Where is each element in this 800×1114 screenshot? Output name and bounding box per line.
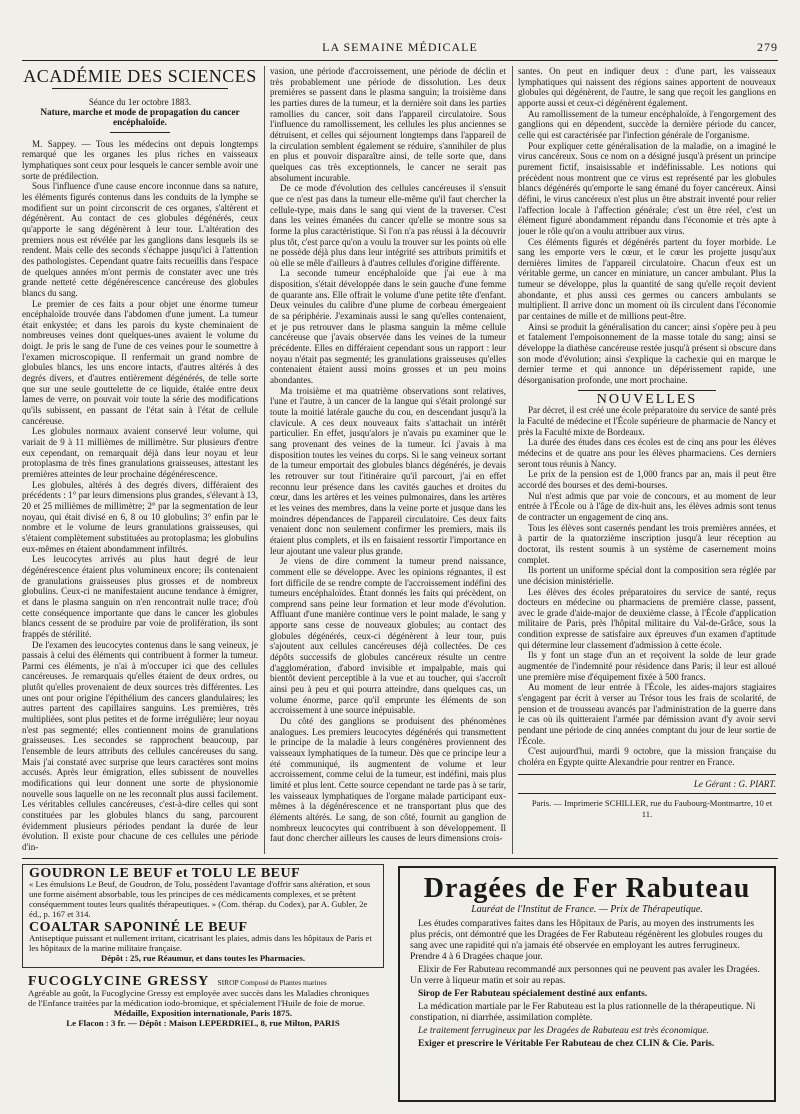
paragraph: Ces éléments figurés et dégénérés partent du foyer morbide. Le sang les emporte vers le cœur, et le cœur les projette jusqu'aux dernières limites de l'appareil circulatoire. Chacun d'eux est un véritable germe, un cancer en miniature, un cancer ambulant. Plus la tumeur se développe, plus la quantité de sang qu'elle reçoit devient abondante, et plus aussi ces germes ou cancers ambulants se multiplient. Il arrive donc un moment où ils circulent dans l'économie par centaines de mille et de millions peut-être. (518, 236, 776, 322)
fuco-text: Agréable au goût, la Fucoglycine Gressy est employée avec succès dans les Maladies chroniques de l'Enfance traitées par la médication iodo-bromique, et spécialement l'Huile de foie de morue. (28, 988, 370, 1008)
title-divider (110, 132, 170, 133)
news-item: Ils y font un stage d'un an et reçoivent la solde de leur grade augmentée de l'indemnité pour résidence dans Paris; il leur est alloué une première mise d'équipement fixée à 500 francs. (518, 650, 776, 682)
paragraph: Les globules, altérés à des degrés divers, différaient des précédents : 1° par leurs dimensions plus grandes, s'élevant à 13, 20 et 25 millièmes de millimètre; 2° par la segmentation de leur noyau, qui était divisé en 6, 8 ou 10 globulins; 3° enfin par le nombre et le volume de leurs granulations graisseuses, qui s'étaient complètement substituées au protoplasma; les globulins eux-mêmes en étaient abondamment infiltrés. (22, 479, 258, 554)
paragraph: Du côté des ganglions se produisent des phénomènes analogues. Les premiers leucocytes dégénérés qui transmettent le principe de la maladie à leurs congénères proviennent des vaisseaux lymphatiques de la tumeur. Dès que ce principe leur a été communiqué, ils augmentent de volume et leur accroissement, comme celui de la tumeur, est indéfini, mais plus limité et plus lent. Cette source cependant ne tarde pas à se tarir, les vaisseaux lymphatiques de l'organe malade participant eux-mêmes à la dégénérescence et ne transportant plus que des éléments altérés. Le sang, de son côté, fournit au ganglion de nombreux leucocytes qui contribuent à son développement. Il faut donc chercher ailleurs les causes de leurs dimensions crois- (270, 716, 506, 844)
header-rule (22, 60, 778, 61)
column-1 (22, 66, 258, 854)
news-item: Les élèves des écoles préparatoires du service de santé, reçus docteurs en médecine ou pharmaciens de première classe, passent, avec le grade d'aide-major de deuxième classe, à l'École d'application militaire de Paris, près l'hôpital militaire du Val-de-Grâce, sous la condition expresse de satisfaire aux épreuves d'un examen d'aptitude qui détermine leur classement d'admission à cette école. (518, 586, 776, 650)
printer-rule (518, 793, 776, 794)
paragraph: santes. On peut en indiquer deux : d'une part, les vaisseaux lymphatiques qui naissent des régions saines apportent de nouveaux globules qui dégénèrent, de l'autre, le sang que reçoit les ganglions en apporte aussi et ceux-ci dégénèrent également. (518, 66, 776, 108)
nouvelles-title: NOUVELLES (596, 391, 698, 407)
section-rule (52, 88, 228, 89)
rabuteau-paragraph: Elixir de Fer Rabuteau recommandé aux personnes qui ne peuvent pas avaler les Dragées. Un verre à liqueur matin et soir au repas. (410, 965, 760, 986)
column-3 (518, 66, 776, 854)
column-divider (512, 66, 513, 854)
news-item: Le prix de la pension est de 1,000 francs par an, mais il peut être accordé des bourses et des demi-bourses. (518, 469, 776, 490)
fucoglycine-ad (22, 974, 384, 1031)
news-item: Ils portent un uniforme spécial dont la composition sera réglée par une décision ministérielle. (518, 565, 776, 586)
news-item: La durée des études dans ces écoles est de cinq ans pour les élèves médecins et de quatre ans pour les élèves pharmaciens. Ces derniers seront tous réunis à Nancy. (518, 437, 776, 469)
ads-rule (22, 858, 778, 859)
gerant-rule (518, 774, 776, 775)
rabuteau-subtitle: Lauréat de l'Institut de France. — Prix de Thérapeutique. (471, 904, 703, 915)
goudron-ad (22, 864, 384, 968)
paragraph: De ce mode d'évolution des cellules cancéreuses il s'ensuit que ce n'est pas dans la tumeur elle-même qu'il faut chercher la cellule-type, mais dans le sang qui vient de la traverser. C'est dans les veines émanées du cancer qu'elle se montre sous sa forme la plus caractéristique. Si l'on n'a pas réussi à la découvrir plus tôt, c'est parce qu'on a voulu la trouver sur les points où elle ne possède déjà plus dans leur intégrité ses attributs primitifs et où elle se mêle d'ailleurs à d'autres cellules d'origine différente. (270, 183, 506, 268)
column-divider (264, 66, 265, 854)
paragraph: Les globules normaux avaient conservé leur volume, qui variait de 9 à 11 millièmes de millimètre. Sur plusieurs d'entre eux cependant, on remarquait déjà dans leur noyau et leur protoplasma de très fines granulations graisseuses, attestant les premières atteintes de leur prochaine dégénérescence. (22, 426, 258, 479)
column-2 (270, 66, 506, 854)
printer-line: Paris. — Imprimerie SCHILLER, rue du Faubourg-Montmartre, 10 et 11. (531, 798, 773, 819)
paragraph: Ainsi se produit la généralisation du cancer; ainsi s'opère peu à peu et fatalement l'empoisonnement de la masse totale du sang; ainsi se développe la diathèse cancéreuse restée jusqu'à présent si obscure dans son mode d'évolution; ainsi s'explique la cachexie qui en marque le dernier terme et qui annonce un dépérissement rapide, une désorganisation profonde, une mort prochaine. (518, 321, 776, 386)
paragraph: Le premier de ces faits a pour objet une énorme tumeur encéphaloïde trouvée dans l'abdomen d'une jument. La tumeur était enkystée; et dans les parois du kyste cheminaient de nombreuses veines dont quelques-unes avaient le volume du doigt. Je pris le sang de l'une de ces veines pour le soumettre à l'examen microscopique. Il renfermait un grand nombre de globules blancs, les uns encore intacts, d'autres altérés à des degrés divers, et d'autres entièrement dégénérés, de telle sorte que sur une seule gouttelette de ce liquide, étalée entre deux lames de verre, on pouvait voir toute la série des modifications qu'ils subissent, en passant de l'état sain à l'état de cellule cancéreuse. (22, 298, 258, 426)
fuco-sub: SIROP Composé de Plantes marines (217, 978, 327, 987)
section-rule (578, 390, 716, 391)
news-item: Au moment de leur entrée à l'École, les aides-majors stagiaires s'engagent par écrit à verser au Trésor tous les frais de scolarité, de pension et de trousseau avancés par l'administration de la guerre dans le cas où ils quitteraient l'armée par démission avant d'y avoir servi pendant une période de cinq années comptant du jour de leur sortie de l'École. (518, 682, 776, 746)
news-item: Tous les élèves sont casernés pendant les trois premières années, et à partir de la quatorzième inscription jusqu'à leur réception au doctorat, ils restent soumis à un système de casernement moins complet. (518, 522, 776, 565)
rabuteau-title: Dragées de Fer Rabuteau (423, 873, 751, 904)
rabuteau-paragraph: Sirop de Fer Rabuteau spécialement destiné aux enfants. (418, 989, 648, 999)
fuco-title: FUCOGLYCINE GRESSY (28, 974, 210, 989)
fuco-medal: Médaille, Exposition internationale, Paris 1875. (113, 1008, 293, 1018)
fuco-price: Le Flacon : 3 fr. — Dépôt : Maison LEPERDRIEL, 8, rue Milton, PARIS (66, 1018, 340, 1028)
paragraph: M. Sappey. — Tous les médecins ont depuis longtemps remarqué que les organes les plus riches en vaisseaux lymphatiques sont ceux pour lesquels le cancer semble avoir une sorte de prédilection. (22, 138, 258, 181)
paragraph: vasion, une période d'accroissement, une période de déclin et très probablement une période de dissolution. Les deux premières se passent dans le plasma sanguin; la troisième dans les parties dures de la tumeur, et la dernière soit dans les parties ramollies du cancer, soit dans l'appareil circulatoire. Sous l'influence du ramollissement, les cellules les plus anciennes se détruisent, et celles qui séjournent longtemps dans l'appareil de la circulation semblent également se réduire, s'annihiler de plus en plus et pouvoir disparaître ainsi, de telle sorte que, dans quelques cas très exceptionnels, le cancer ne serait pas absolument incurable. (270, 66, 506, 183)
page-header (22, 40, 778, 56)
news-item: Nul n'est admis que par voie de concours, et au moment de leur entrée à l'École ou à l'âge de dix-huit ans, les élèves admis sont tenus de contracter un engagement de cinq ans. (518, 490, 776, 522)
news-item: Par décret, il est créé une école préparatoire du service de santé près la Faculté de médecine et l'École supérieure de pharmacie de Nancy et près la Faculté mixte de Bordeaux. (518, 405, 776, 437)
newspaper-page (22, 30, 778, 1100)
rabuteau-ad (398, 866, 776, 1102)
rabuteau-paragraph: La médication martiale par le Fer Rabuteau est la plus rationnelle de la thérapeutique. Ni constipation, ni diarrhée, assimilation complète. (410, 1002, 756, 1023)
gerant-line: Le Gérant : G. PIART. (693, 778, 776, 789)
goudron-title: GOUDRON LE BEUF et TOLU LE BEUF (29, 866, 301, 881)
rabuteau-paragraph: Le traitement ferrugineux par les Dragées de Rabuteau est très économique. (418, 1026, 710, 1036)
article-title: Nature, marche et mode de propagation du cancer encéphaloïde. (40, 107, 240, 129)
paragraph: Les leucocytes arrivés au plus haut degré de leur dégénérescence étaient plus volumineux encore; ils contenaient de granulations graisseuses plus grosses et de nombreux globulins. Ceux-ci ne manifestaient aucune tendance à émigrer, et dans le plasma sanguin on n'en rencontrait nulle trace; d'où cette conséquence importante que dans le cancer les globules blancs cessent de se produire par voie de prolifération, ils sont frappés de stérilité. (22, 554, 258, 639)
paragraph: Au ramollissement de la tumeur encéphaloïde, à l'engorgement des ganglions qui en dépendent, succède la dernière période du cancer, celle qui est caractérisée par l'infection générale de l'organisme. (518, 108, 776, 140)
coaltar-text: Antiseptique puissant et nullement irritant, cicatrisant les plaies, admis dans les hôpitaux de Paris et les hôpitaux de la marine militaire française. (29, 933, 372, 953)
paragraph: Ma troisième et ma quatrième observations sont relatives, l'une et l'autre, à un cancer de la langue qui s'était prolongé sur toute la moitié latérale gauche du cou, en descendant jusqu'à la clavicule. A ces deux nouveaux faits s'attachait un intérêt particulier. En effet, jusqu'alors je n'avais pu examiner que le sang provenant des veines de la tumeur. Ici j'avais à ma disposition toutes les veines du corps. Si le sang veineux sortant de la tumeur emportait des globules blancs dégénérés, je devais les retrouver sur tout l'itinéraire qu'il parcourt, j'ai en effet reconnu leur présence dans les cavités gauches et droites du cœur, dans les artères et les veines pulmonaires, dans les artères et les veines des membres, dans la veine porte et jusque dans les moindres dépendances de l'appareil circulatoire. Ces deux faits venaient donc non seulement confirmer les premiers, mais ils étaient plus complets, et ils en faisaient ressortir l'importance en leur ajoutant une valeur plus grande. (270, 385, 506, 556)
coaltar-title: COALTAR SAPONINÉ LE BEUF (29, 920, 248, 935)
rabuteau-paragraph: Les études comparatives faites dans les Hôpitaux de Paris, au moyen des instruments les plus précis, ont démontré que les Dragées de Fer Rabuteau régénèrent les globules rouges du sang avec une rapidité qui n'a jamais été observée en employant les autres ferrugineux. Prendre 4 à 6 Dragées chaque jour. (410, 919, 763, 962)
coaltar-depot: Dépôt : 25, rue Réaumur, et dans toutes les Pharmacies. (100, 953, 305, 963)
page-number: 279 (757, 40, 778, 54)
section-title: ACADÉMIE DES SCIENCES (23, 66, 257, 86)
seance-date: Séance du 1er octobre 1883. (88, 97, 192, 107)
news-item: C'est aujourd'hui, mardi 9 octobre, que la mission française du choléra en Egypte quitte Alexandrie pour rentrer en France. (518, 746, 776, 767)
paragraph: Je viens de dire comment la tumeur prend naissance, comment elle se développe. Avec les opinions régnantes, il est fort difficile de se rendre compte de l'accroissement indéfini des tumeurs encéphaloïdes. Étant donnés les faits qui précèdent, on comprend sans peine leur formation et leur mode d'évolution. Affluant d'une manière continue vers le point malade, le sang y apporte sans cesse de nouveaux globules; au contact des globules dégénérés, ceux-ci dégénèrent à leur tour, puis s'ajoutent aux cellules cancéreuses déjà collectées. De ces dépôts successifs de globules cancéreux résulte un centre d'agglomération, d'abord invisible et impalpable, mais qui bientôt devient perceptible à la vue et au toucher, qui s'accroît ainsi peu à peu et qui pourra atteindre, dans quelques cas, un volume énorme, parce qu'il emprunte les éléments de son accroissement à une source inépuisable. (270, 556, 506, 716)
paragraph: De l'examen des leucocytes contenus dans le sang veineux, je passais à celui des éléments qui contribuent à former la tumeur. Parmi ces éléments, je n'ai à m'occuper ici que des cellules cancéreuses. Je remarquais qu'elles étaient de deux ordres, ou plutôt qu'elles provenaient de deux sources très différentes. Les unes ont pour origine l'épithélium des cancers glandulaires; les autres partent des capillaires sanguins. Les premières, très multipliées, sont plus petites et de forme irrégulière; leur noyau n'est pas segmenté; elles contiennent moins de granulations graisseuses. Les secondes se rapprochent beaucoup, par l'ensemble de leurs attributs des cellules cancéreuses du sang. Mais j'ai constaté avec surprise que leurs caractères sont moins accusés. Après leur émigration, elles subissent de nouvelles modifications qui leur donnent une sorte de physionomie nouvelle sous laquelle on ne les reconnaît plus aussi facilement. Les véritables cellules cancéreuses, c'est-à-dire celles qui sont constituées par les globules blancs du sang, parcourent évidemment plusieurs périodes pendant la durée de leur évolution. Il existe pour chacune de ces cellules une période d'in- (22, 639, 258, 852)
rabuteau-paragraph: Exiger et prescrire le Véritable Fer Rabuteau de chez CLIN & Cie. Paris. (418, 1039, 715, 1049)
goudron-text: « Les émulsions Le Beuf, de Goudron, de Tolu, possèdent l'avantage d'offrir sans altération, et sous une forme aisément absorbable, tous les principes de ces médicaments complexes, et se prêtent conséquemment toutes leurs qualités thérapeutiques. » (Com. thérap. du Codex), par A. Gubler, 2e éd., p. 167 et 314. (29, 879, 371, 919)
journal-title: LA SEMAINE MÉDICALE (322, 40, 478, 54)
paragraph: Pour expliquer cette généralisation de la maladie, on a imaginé le virus cancéreux. Sous ce nom on a désigné jusqu'à présent un principe purement fictif, insaisissable et indéfinissable. Les notions qui précèdent nous montrent que ce virus est représenté par les globules blancs dégénérés qu'emporte le sang émané du foyer cancéreux. Ainsi défini, le virus cancéreux n'est plus un être abstrait inventé pour relier l'affection locale à l'affection générale; c'est un être réel, c'est un élément figuré abondamment répandu dans l'économie et très apte à jouer le rôle qu'on a voulu attribuer aux virus. (518, 140, 776, 236)
paragraph: La seconde tumeur encéphaloïde que j'ai eue à ma disposition, s'était développée dans le sein gauche d'une femme de quarante ans. Elle offrait le volume d'une petite tête d'enfant. Deux veinules du calibre d'une plume de corbeau émergeaient de sa périphérie. J'examinais aussi le sang qu'elles contenaient, et je pus retrouver dans le plasma sanguin la même cellule cancéreuse que j'avais observée dans les veines de la tumeur précédente. Elles en différaient cependant sous un rapport : leur noyau n'était pas segmenté; les granulations graisseuses qu'elles contenaient étaient aussi moins grosses et un peu moins abondantes. (270, 268, 506, 386)
paragraph: Sous l'influence d'une cause encore inconnue dans sa nature, les éléments figurés contenus dans les conduits de la lymphe se modifient sur un point circonscrit de ces organes, s'altèrent et dégénèrent. Au contact de ces globules dégénérés, ceux qu'apporte le sang dégénèrent à leur tour. L'altération des premiers nous est révélée par les ganglions dans lesquels ils se rendent. Mais celle des seconds s'échappe jusqu'ici à l'attention des pathologistes. Cependant quatre faits recueillis dans l'espace de quelques années m'ont permis de constater avec une très grande netteté cette dégénérescence cancéreuse des globules blancs du sang. (22, 181, 258, 298)
left-ads (22, 864, 384, 1031)
